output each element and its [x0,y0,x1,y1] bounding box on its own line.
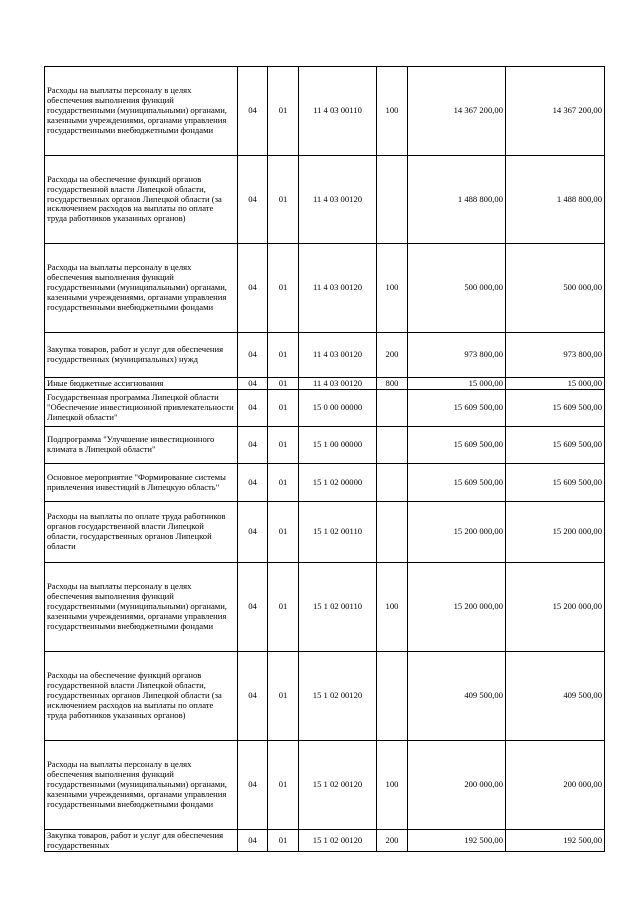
row-section-cell: 04 [238,156,268,244]
table-row [45,156,605,244]
row-target-cell: 15 1 02 00110 [299,563,377,652]
table-body [45,67,605,852]
row-target-cell: 15 1 02 00120 [299,830,377,852]
row-target-cell: 11 4 03 00120 [299,244,377,333]
row-target-cell: 15 1 02 00110 [299,502,377,563]
row-expense-type-cell [377,502,408,563]
row-name-cell: Иные бюджетные ассигнования [45,378,238,390]
table-row [45,741,605,830]
row-expense-type-cell: 100 [377,741,408,830]
row-sum-2-cell: 15 609 500,00 [506,464,605,502]
row-sum-1-cell: 15 609 500,00 [408,427,506,464]
table-row [45,67,605,156]
row-sum-1-cell: 192 500,00 [408,830,506,852]
row-name-cell: Расходы на обеспечение функций органов государственной власти Липецкой области, государственных органов Липецкой области (за исключением расходов на выплаты по оплате труда работников указанных органов) [45,156,238,244]
row-sum-1-cell: 1 488 800,00 [408,156,506,244]
row-sum-2-cell: 1 488 800,00 [506,156,605,244]
row-sum-2-cell: 15 200 000,00 [506,563,605,652]
row-sum-1-cell: 15 609 500,00 [408,464,506,502]
row-section-cell: 04 [238,830,268,852]
row-name-cell: Закупка товаров, работ и услуг для обеспечения государственных (муниципальных) нужд [45,333,238,378]
row-name-cell: Расходы на выплаты персоналу в целях обеспечения выполнения функций государственными (муниципальными) органами, казенными учреждениями, органами управления государственными внебюджетными фондами [45,67,238,156]
row-subsection-cell: 01 [268,563,299,652]
table-row [45,464,605,502]
row-sum-2-cell: 15 609 500,00 [506,427,605,464]
row-section-cell: 04 [238,652,268,741]
row-name-cell: Расходы на обеспечение функций органов государственной власти Липецкой области, государственных органов Липецкой области (за исключением расходов на выплаты по оплате труда работников указанных органов) [45,652,238,741]
row-section-cell: 04 [238,390,268,427]
table-row [45,378,605,390]
row-expense-type-cell [377,652,408,741]
row-expense-type-cell: 100 [377,244,408,333]
row-section-cell: 04 [238,741,268,830]
row-target-cell: 15 0 00 00000 [299,390,377,427]
row-subsection-cell: 01 [268,244,299,333]
row-section-cell: 04 [238,244,268,333]
row-sum-1-cell: 409 500,00 [408,652,506,741]
row-name-cell: Основное мероприятие "Формирование системы привлечения инвестиций в Липецкую область" [45,464,238,502]
row-sum-2-cell: 15 200 000,00 [506,502,605,563]
row-subsection-cell: 01 [268,390,299,427]
row-expense-type-cell [377,390,408,427]
row-sum-1-cell: 15 200 000,00 [408,563,506,652]
row-sum-2-cell: 15 000,00 [506,378,605,390]
table-row [45,333,605,378]
table-row [45,652,605,741]
table-row [45,427,605,464]
row-subsection-cell: 01 [268,333,299,378]
row-sum-1-cell: 14 367 200,00 [408,67,506,156]
row-section-cell: 04 [238,563,268,652]
row-target-cell: 11 4 03 00120 [299,378,377,390]
table-row [45,244,605,333]
row-subsection-cell: 01 [268,741,299,830]
table-row [45,563,605,652]
row-section-cell: 04 [238,333,268,378]
row-sum-2-cell: 15 609 500,00 [506,390,605,427]
row-section-cell: 04 [238,464,268,502]
row-expense-type-cell: 200 [377,333,408,378]
table-row [45,830,605,852]
row-target-cell: 15 1 00 00000 [299,427,377,464]
row-target-cell: 11 4 03 00120 [299,156,377,244]
row-sum-2-cell: 192 500,00 [506,830,605,852]
row-section-cell: 04 [238,502,268,563]
row-expense-type-cell [377,156,408,244]
row-name-cell: Расходы на выплаты по оплате труда работников органов государственной власти Липецкой области, государственных органов Липецкой области [45,502,238,563]
row-sum-2-cell: 973 800,00 [506,333,605,378]
row-section-cell: 04 [238,378,268,390]
row-sum-1-cell: 200 000,00 [408,741,506,830]
row-sum-1-cell: 973 800,00 [408,333,506,378]
row-expense-type-cell: 100 [377,563,408,652]
row-subsection-cell: 01 [268,378,299,390]
row-section-cell: 04 [238,67,268,156]
row-expense-type-cell [377,427,408,464]
row-subsection-cell: 01 [268,464,299,502]
row-sum-1-cell: 15 000,00 [408,378,506,390]
row-target-cell: 11 4 03 00110 [299,67,377,156]
row-sum-2-cell: 409 500,00 [506,652,605,741]
row-sum-2-cell: 200 000,00 [506,741,605,830]
row-sum-1-cell: 15 200 000,00 [408,502,506,563]
row-sum-2-cell: 500 000,00 [506,244,605,333]
row-subsection-cell: 01 [268,427,299,464]
row-subsection-cell: 01 [268,502,299,563]
row-subsection-cell: 01 [268,67,299,156]
row-expense-type-cell: 100 [377,67,408,156]
row-target-cell: 11 4 03 00120 [299,333,377,378]
row-expense-type-cell [377,464,408,502]
row-subsection-cell: 01 [268,830,299,852]
row-name-cell: Закупка товаров, работ и услуг для обеспечения государственных [45,830,238,852]
row-sum-2-cell: 14 367 200,00 [506,67,605,156]
row-target-cell: 15 1 02 00000 [299,464,377,502]
row-expense-type-cell: 200 [377,830,408,852]
row-name-cell: Расходы на выплаты персоналу в целях обеспечения выполнения функций государственными (муниципальными) органами, казенными учреждениями, органами управления государственными внебюджетными фондами [45,741,238,830]
budget-table [44,66,605,852]
row-name-cell: Расходы на выплаты персоналу в целях обеспечения выполнения функций государственными (муниципальными) органами, казенными учреждениями, органами управления государственными внебюджетными фондами [45,244,238,333]
row-target-cell: 15 1 02 00120 [299,652,377,741]
row-sum-1-cell: 500 000,00 [408,244,506,333]
row-name-cell: Подпрограмма "Улучшение инвестиционного климата в Липецкой области" [45,427,238,464]
row-expense-type-cell: 800 [377,378,408,390]
row-subsection-cell: 01 [268,156,299,244]
row-sum-1-cell: 15 609 500,00 [408,390,506,427]
table-row [45,502,605,563]
row-name-cell: Государственная программа Липецкой области "Обеспечение инвестиционной привлекательности Липецкой области" [45,390,238,427]
row-name-cell: Расходы на выплаты персоналу в целях обеспечения выполнения функций государственными (муниципальными) органами, казенными учреждениями, органами управления государственными внебюджетными фондами [45,563,238,652]
row-section-cell: 04 [238,427,268,464]
row-subsection-cell: 01 [268,652,299,741]
row-target-cell: 15 1 02 00120 [299,741,377,830]
table-row [45,390,605,427]
